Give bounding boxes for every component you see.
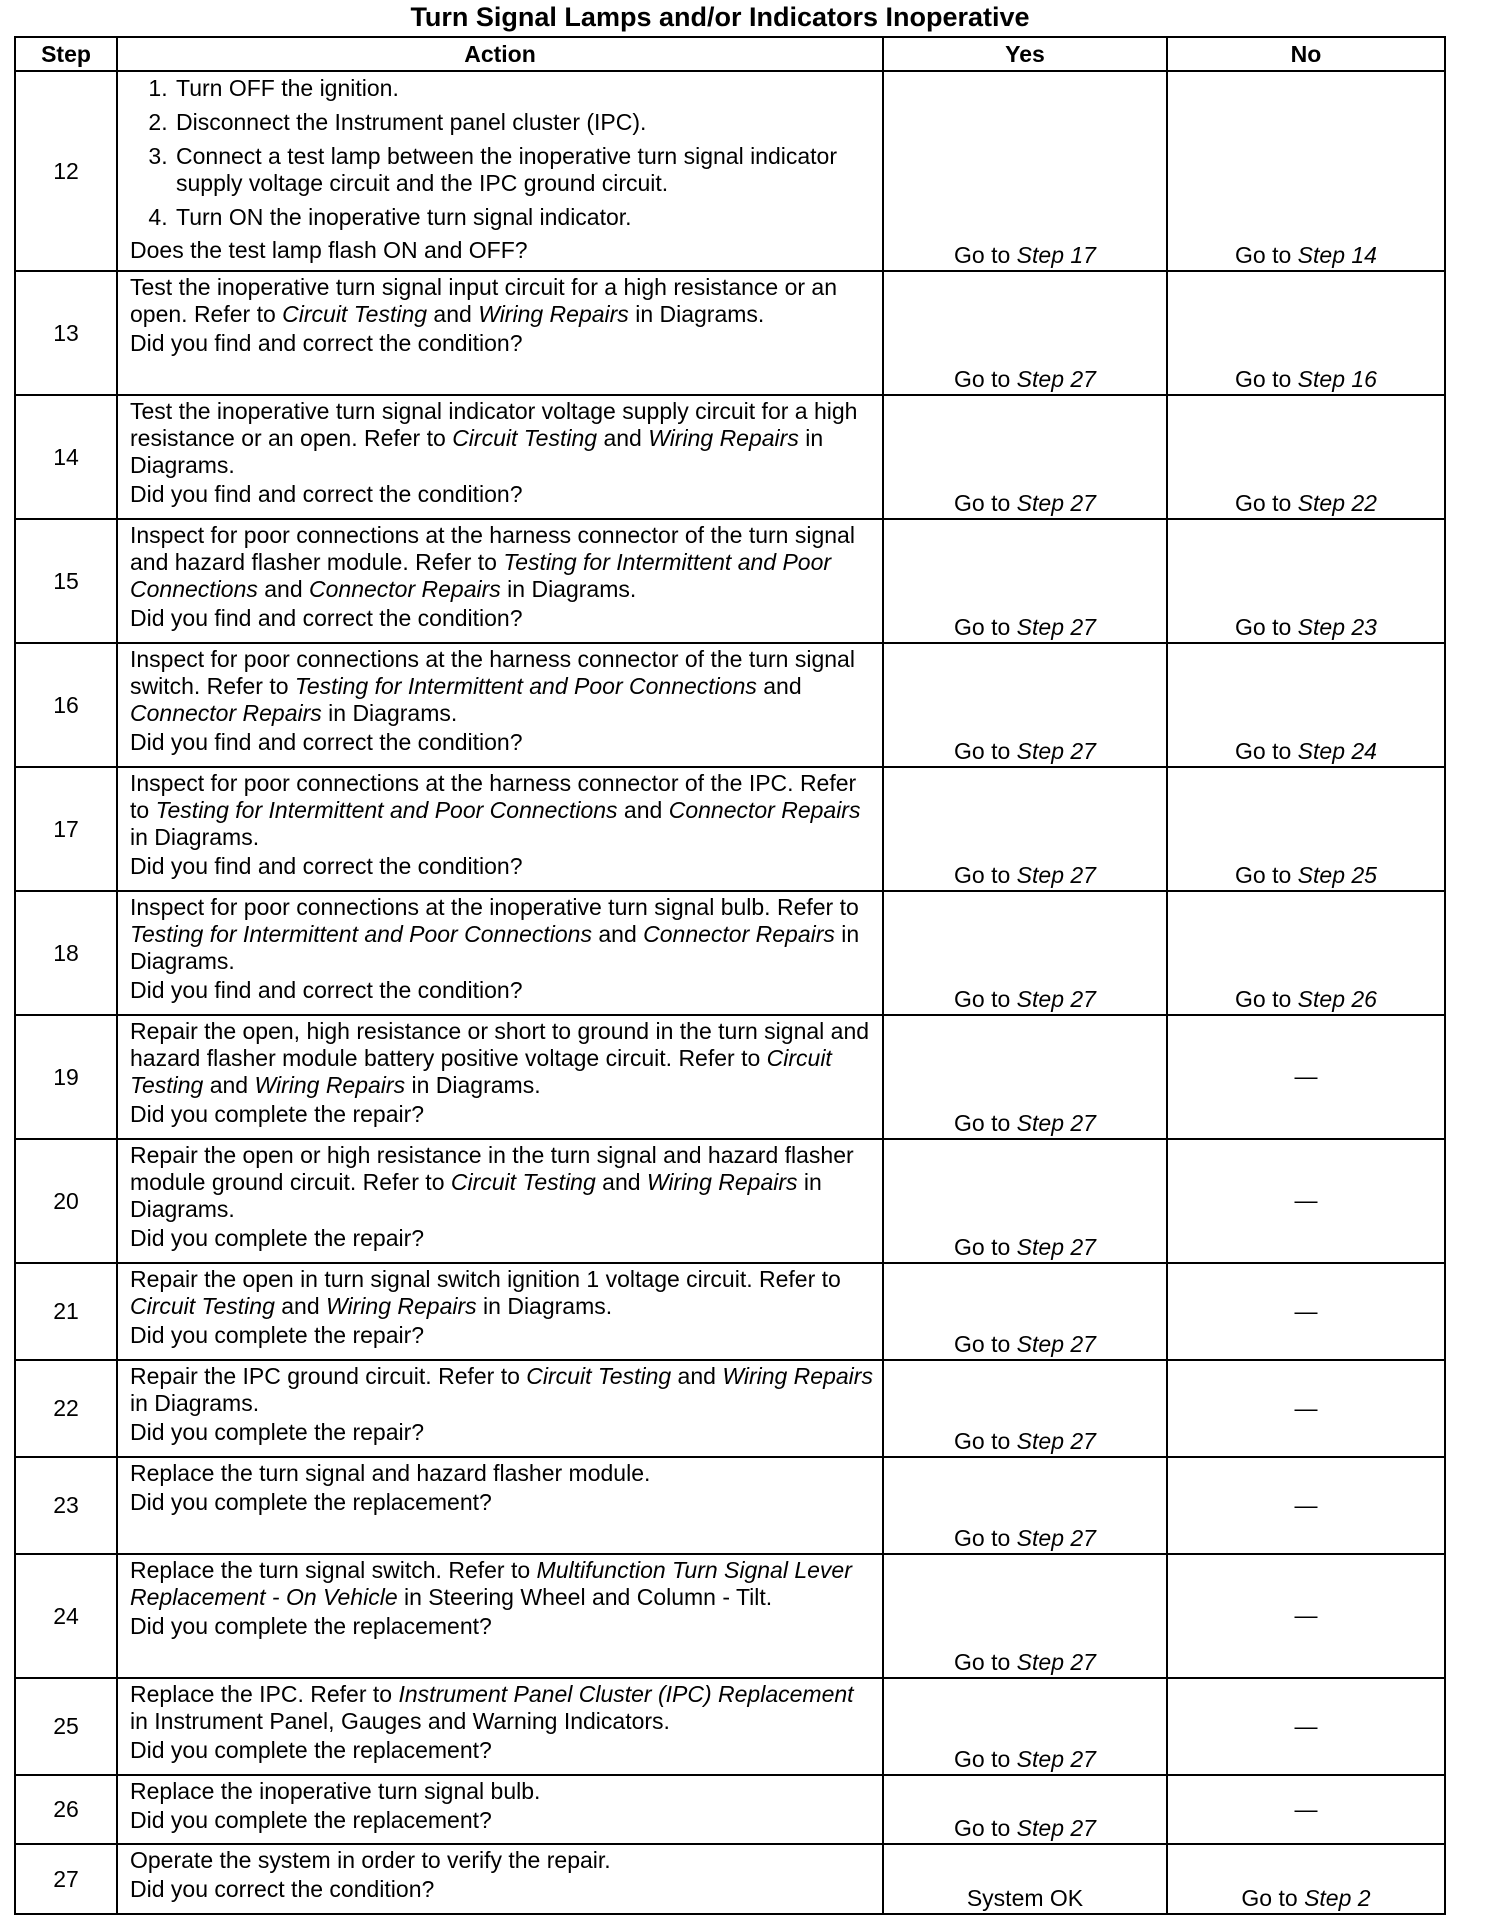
step-number: 17 [15,767,117,891]
list-item: 3. Connect a test lamp between the inoperative turn signal indicator supply voltage circuit and the IPC ground circuit. [174,140,874,201]
no-step-link[interactable]: Step 25 [1297,862,1377,888]
yes-step-link[interactable]: Step 27 [1016,614,1096,640]
no-cell [1167,71,1445,271]
goto-label: Go to [954,1746,1011,1772]
action-text: Repair the open in turn signal switch ignition 1 voltage circuit. Refer to Circuit Testing and Wiring Repairs in Diagrams. [130,1266,841,1319]
action-steps-list [130,72,874,235]
table-row [15,395,1445,519]
action-question: Did you complete the repair? [130,1225,425,1251]
yes-step-link[interactable]: Step 27 [1016,1746,1096,1772]
table-row [15,1015,1445,1139]
action-question: Did you find and correct the condition? [130,977,523,1003]
table-row [15,1844,1445,1914]
yes-cell [883,767,1167,891]
step-number: 26 [15,1775,117,1844]
reference-link[interactable]: Wiring Repairs [326,1293,477,1319]
action-question: Did you complete the repair? [130,1419,425,1445]
step-number: 14 [15,395,117,519]
goto-label: Go to [954,862,1011,888]
table-row [15,767,1445,891]
step-number: 18 [15,891,117,1015]
reference-link[interactable]: Testing for Intermittent and Poor Connections [130,921,592,947]
no-step-link[interactable]: Step 23 [1297,614,1377,640]
reference-link[interactable]: Circuit Testing [526,1363,672,1389]
table-row [15,271,1445,395]
action-cell [117,271,883,395]
reference-link[interactable]: Wiring Repairs [254,1072,406,1098]
table-row [15,519,1445,643]
dash-mark: — [1294,1297,1318,1324]
yes-step-link[interactable]: Step 27 [1016,1331,1096,1357]
no-step-link[interactable]: Step 24 [1297,738,1377,764]
step-number: 13 [15,271,117,395]
goto-label: Go to [1235,862,1292,888]
table-row [15,1554,1445,1678]
action-question: Did you find and correct the condition? [130,481,523,507]
action-question: Did you complete the repair? [130,1322,425,1348]
reference-link[interactable]: Circuit Testing [130,1293,275,1319]
yes-cell [883,271,1167,395]
action-question: Did you complete the replacement? [130,1489,492,1515]
goto-label: Go to [954,1110,1011,1136]
step-number: 15 [15,519,117,643]
goto-label: Go to [1235,738,1292,764]
action-question: Did you find and correct the condition? [130,330,523,356]
goto-label: Go to [954,490,1011,516]
action-cell [117,519,883,643]
action-cell [117,1015,883,1139]
no-cell [1167,891,1445,1015]
header-yes: Yes [883,37,1167,71]
table-row [15,1775,1445,1844]
header-no: No [1167,37,1445,71]
goto-label: Go to [954,242,1011,268]
no-cell [1167,395,1445,519]
action-text: Replace the turn signal and hazard flasher module. [130,1460,651,1486]
goto-label: Go to [1235,366,1292,392]
table-row [15,1457,1445,1554]
no-cell [1167,271,1445,395]
no-cell [1167,1678,1445,1775]
action-cell [117,1139,883,1263]
step-number: 21 [15,1263,117,1360]
yes-cell [883,1139,1167,1263]
action-text: Repair the open, high resistance or short to ground in the turn signal and hazard flasher module battery positive voltage circuit. Refer to Circuit Testing and Wiring Repairs in Diagrams. [130,1018,870,1098]
yes-cell [883,519,1167,643]
step-number: 27 [15,1844,117,1914]
goto-label: Go to [954,1649,1011,1675]
reference-link[interactable]: Wiring Repairs [478,301,629,327]
reference-link[interactable]: Testing for Intermittent and Poor Connections [294,673,757,699]
reference-link[interactable]: Wiring Repairs [648,425,799,451]
yes-cell [883,1360,1167,1457]
action-question: Did you find and correct the condition? [130,853,523,879]
diagnostic-table [14,36,1446,1915]
step-number: 20 [15,1139,117,1263]
yes-step-link[interactable]: Step 27 [1016,738,1096,764]
no-step-link[interactable]: Step 26 [1297,986,1377,1012]
action-question: Did you correct the condition? [130,1876,435,1902]
goto-label: Go to [1241,1885,1298,1911]
goto-label: Go to [1235,986,1292,1012]
no-cell [1167,1775,1445,1844]
reference-link[interactable]: Circuit Testing [130,1045,832,1098]
no-cell [1167,519,1445,643]
yes-step-link[interactable]: Step 27 [1016,1525,1096,1551]
yes-step-link[interactable]: Step 27 [1016,1428,1096,1454]
yes-cell [883,395,1167,519]
action-text: Inspect for poor connections at the harness connector of the IPC. Refer to Testing for Intermittent and Poor Connections and Connector Repairs in Diagrams. [130,770,861,850]
action-question: Did you complete the replacement? [130,1807,492,1833]
action-cell [117,395,883,519]
yes-cell [883,1263,1167,1360]
page-title: Turn Signal Lamps and/or Indicators Inoperative [410,2,1030,32]
step-number: 12 [15,71,117,271]
dash-mark: — [1294,1491,1318,1518]
action-question: Did you complete the replacement? [130,1737,492,1763]
dash-mark: — [1294,1063,1318,1089]
goto-label: Go to [954,1525,1011,1551]
table-row [15,1360,1445,1457]
reference-link[interactable]: Circuit Testing [452,425,598,451]
table-row [15,1139,1445,1263]
yes-cell [883,643,1167,767]
step-number: 24 [15,1554,117,1678]
step-number: 23 [15,1457,117,1554]
no-step-link[interactable]: Step 16 [1297,366,1377,392]
reference-link[interactable]: Connector Repairs [643,921,835,947]
yes-cell [883,71,1167,271]
header-action: Action [117,37,883,71]
step-number: 22 [15,1360,117,1457]
dash-mark: — [1294,1187,1318,1213]
goto-label: Go to [954,738,1011,764]
table-row [15,1263,1445,1360]
action-question: Does the test lamp flash ON and OFF? [130,237,528,263]
action-text: Inspect for poor connections at the harness connector of the turn signal switch. Refer to Testing for Intermittent and Poor Connections and Connector Repairs in Diagrams. [130,646,855,726]
yes-step-link[interactable]: Step 27 [1016,366,1096,392]
goto-label: Go to [954,366,1011,392]
goto-label: Go to [954,986,1011,1012]
action-cell [117,1457,883,1554]
goto-label: Go to [1235,242,1292,268]
reference-link[interactable]: Instrument Panel Cluster (IPC) Replacement [398,1681,854,1707]
no-cell [1167,643,1445,767]
list-item: 1. Turn OFF the ignition. [174,72,874,106]
no-cell [1167,1015,1445,1139]
action-question: Did you complete the replacement? [130,1613,492,1639]
action-text: Test the inoperative turn signal indicator voltage supply circuit for a high resistance or an open. Refer to Circuit Testing and Wiring Repairs in Diagrams. [130,398,858,478]
action-cell [117,1775,883,1844]
action-text: Test the inoperative turn signal input circuit for a high resistance or an open. Refer to Circuit Testing and Wiring Repairs in Diagrams. [130,274,837,327]
list-item: 2. Disconnect the Instrument panel cluster (IPC). [174,106,874,140]
yes-cell [883,1844,1167,1914]
yes-step-link[interactable]: Step 27 [1016,1649,1096,1675]
action-cell [117,1844,883,1914]
table-row [15,1678,1445,1775]
yes-cell [883,1457,1167,1554]
reference-link[interactable]: Testing for Intermittent and Poor Connections [130,549,832,602]
list-item: 4. Turn ON the inoperative turn signal indicator. [174,201,874,235]
reference-link[interactable]: Circuit Testing [450,1169,596,1195]
table-row [15,891,1445,1015]
goto-label: Go to [954,1234,1011,1260]
table-row [15,71,1445,271]
action-text: Replace the inoperative turn signal bulb. [130,1778,541,1804]
dash-mark: — [1294,1394,1318,1421]
yes-step-link[interactable]: Step 27 [1016,490,1096,516]
reference-link[interactable]: Testing for Intermittent and Poor Connections [155,797,618,823]
reference-link[interactable]: Multifunction Turn Signal Lever Replacement - On Vehicle [130,1557,852,1610]
yes-cell [883,1775,1167,1844]
action-question: Did you complete the repair? [130,1101,425,1127]
no-cell [1167,767,1445,891]
no-step-link[interactable]: Step 14 [1297,242,1377,268]
reference-link[interactable]: Wiring Repairs [646,1169,798,1195]
yes-step-link[interactable]: Step 27 [1016,986,1096,1012]
step-number: 25 [15,1678,117,1775]
action-cell [117,1263,883,1360]
action-cell [117,767,883,891]
action-text: Replace the IPC. Refer to Instrument Panel Cluster (IPC) Replacement in Instrument Panel, Gauges and Warning Indicators. [130,1681,854,1734]
yes-step-link[interactable]: Step 27 [1016,862,1096,888]
step-number: 16 [15,643,117,767]
goto-label: Go to [954,1815,1011,1841]
goto-label: Go to [954,614,1011,640]
action-cell [117,643,883,767]
reference-link[interactable]: Circuit Testing [282,301,428,327]
reference-link[interactable]: Wiring Repairs [722,1363,873,1389]
reference-link[interactable]: Connector Repairs [668,797,861,823]
action-question: Did you find and correct the condition? [130,605,523,631]
action-text: Repair the open or high resistance in the turn signal and hazard flasher module ground circuit. Refer to Circuit Testing and Wiring Repairs in Diagrams. [130,1142,854,1222]
table-row [15,643,1445,767]
dash-mark: — [1294,1602,1318,1628]
step-number: 19 [15,1015,117,1139]
action-text: Operate the system in order to verify the repair. [130,1847,611,1873]
yes-step-link[interactable]: Step 17 [1016,242,1096,268]
no-cell [1167,1263,1445,1360]
no-cell [1167,1457,1445,1554]
dash-mark: — [1294,1712,1318,1739]
goto-label: Go to [1235,614,1292,640]
action-text: Inspect for poor connections at the harness connector of the turn signal and hazard flasher module. Refer to Testing for Intermittent and Poor Connections and Connector Repairs in Diagrams. [130,522,855,602]
reference-link[interactable]: Connector Repairs [130,700,322,726]
dash-mark: — [1294,1795,1318,1822]
table-header-row [15,37,1445,71]
yes-cell [883,1678,1167,1775]
yes-step-link[interactable]: Step 27 [1016,1110,1096,1136]
action-cell [117,891,883,1015]
no-cell [1167,1360,1445,1457]
action-text: Repair the IPC ground circuit. Refer to Circuit Testing and Wiring Repairs in Diagrams. [130,1363,873,1416]
no-step-link[interactable]: Step 2 [1304,1885,1371,1911]
yes-cell [883,1015,1167,1139]
yes-cell [883,1554,1167,1678]
action-cell [117,1554,883,1678]
goto-label: Go to [954,1428,1011,1454]
yes-step-link[interactable]: Step 27 [1016,1234,1096,1260]
goto-label: Go to [954,1331,1011,1357]
action-text: Replace the turn signal switch. Refer to Multifunction Turn Signal Lever Replacement - On Vehicle in Steering Wheel and Column - Tilt. [130,1557,852,1610]
action-cell [117,1678,883,1775]
no-cell [1167,1554,1445,1678]
no-cell [1167,1844,1445,1914]
action-question: Did you find and correct the condition? [130,729,523,755]
no-step-link[interactable]: Step 22 [1297,490,1377,516]
action-cell [117,71,883,271]
action-cell [117,1360,883,1457]
no-cell [1167,1139,1445,1263]
goto-label: Go to [1235,490,1292,516]
header-step: Step [15,37,117,71]
yes-step-link[interactable]: Step 27 [1016,1815,1096,1841]
system-ok-text: System OK [966,1885,1084,1911]
action-text: Inspect for poor connections at the inoperative turn signal bulb. Refer to Testing for Intermittent and Poor Connections and Connector Repairs in Diagrams. [130,894,860,974]
reference-link[interactable]: Connector Repairs [309,576,501,602]
yes-cell [883,891,1167,1015]
